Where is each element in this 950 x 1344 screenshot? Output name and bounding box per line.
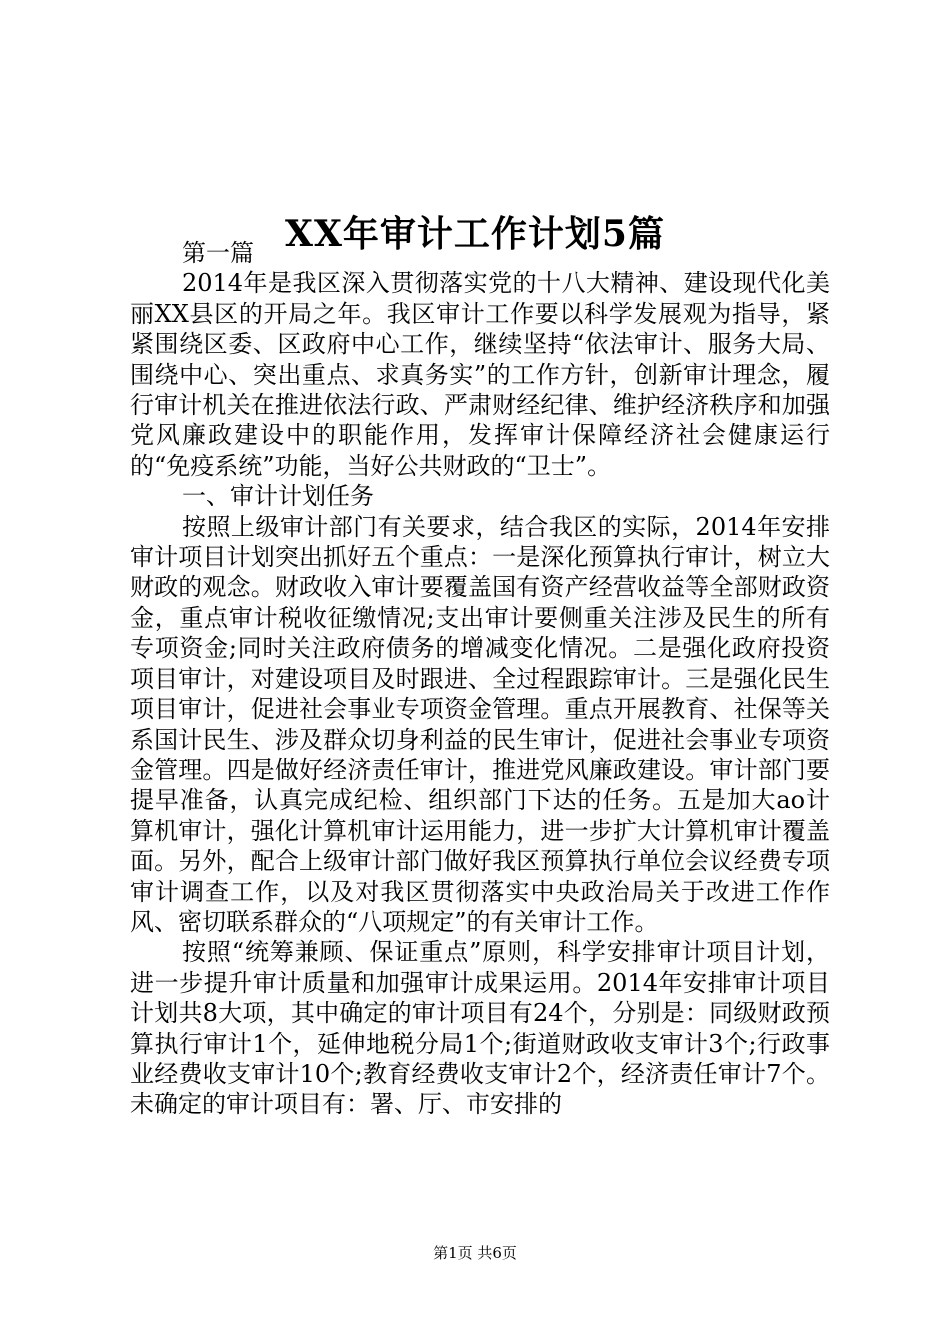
paragraph: 按照上级审计部门有关要求，结合我区的实际，2014年安排审计项目计划突出抓好五个重点：一是深化预算执行审计，树立大财政的观念。财政收入审计要覆盖国有资产经营收益等全部财政资金，重点审计税收征缴情况;支出审计要侧重关注涉及民生的所有专项资金;同时关注政府债务的增减变化情况。二是强化政府投资项目审计，对建设项目及时跟进、全过程跟踪审计。三是强化民生项目审计，促进社会事业专项资金管理。重点开展教育、社保等关系国计民生、涉及群众切身利益的民生审计，促进社会事业专项资金管理。四是做好经济责任审计，推进党风廉政建设。审计部门要提早准备，认真完成纪检、组织部门下达的任务。五是加大ao计算机审计，强化计算机审计运用能力，进一步扩大计算机审计覆盖面。另外，配合上级审计部门做好我区预算执行单位会议经费专项审计调查工作，以及对我区贯彻落实中央政治局关于改进工作作风、密切联系群众的“八项规定”的有关审计工作。 — [130, 512, 830, 936]
page-footer: 第1页 共6页 — [433, 1244, 517, 1262]
section-heading: 第一篇 — [182, 239, 254, 267]
section-heading: 一、审计计划任务 — [182, 482, 374, 511]
document-body — [130, 238, 830, 1120]
page-title: XX年审计工作计划5篇 — [285, 213, 665, 256]
paragraph: 2014年是我区深入贯彻落实党的十八大精神、建设现代化美丽XX县区的开局之年。我区审计工作要以科学发展观为指导，紧紧围绕区委、区政府中心工作，继续坚持“依法审计、服务大局、围绕中心、突出重点、求真务实”的工作方针，创新审计理念，履行审计机关在推进依法行政、严肃财经纪律、维护经济秩序和加强党风廉政建设中的职能作用，发挥审计保障经济社会健康运行的“免疫系统”功能，当好公共财政的“卫士”。 — [130, 269, 830, 480]
paragraph: 按照“统筹兼顾、保证重点”原则，科学安排审计项目计划，进一步提升审计质量和加强审计成果运用。2014年安排审计项目计划共8大项，其中确定的审计项目有24个，分别是：同级财政预算执行审计1个，延伸地税分局1个;街道财政收支审计3个;行政事业经费收支审计10个;教育经费收支审计2个，经济责任审计7个。未确定的审计项目有：署、厅、市安排的 — [130, 938, 830, 1119]
